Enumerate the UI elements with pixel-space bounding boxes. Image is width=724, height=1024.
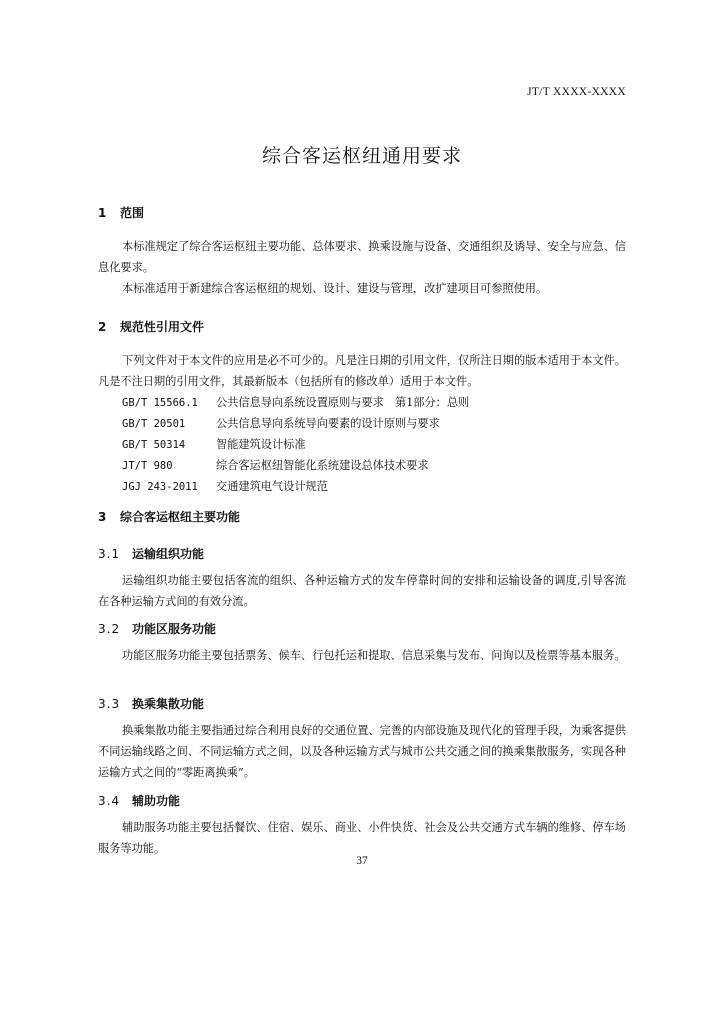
reference-item — [122, 476, 469, 497]
section-2-heading — [98, 318, 204, 335]
section-2-intro: 下列文件对于本文件的应用是必不可少的。凡是注日期的引用文件，仅所注日期的版本适用于本文件。凡是不注日期的引用文件，其最新版本（包括所有的修改单）适用于本文件。 — [98, 354, 626, 388]
subsection-title: 辅助功能 — [132, 794, 181, 808]
reference-title: 综合客运枢纽智能化系统建设总体技术要求 — [216, 459, 429, 472]
reference-item — [122, 455, 469, 476]
reference-code: GB/T 20501 — [122, 418, 186, 430]
reference-item — [122, 434, 469, 455]
subsection-title: 功能区服务功能 — [132, 622, 217, 636]
reference-title: 公共信息导向系统导向要素的设计原则与要求 — [216, 417, 440, 430]
section-1-heading — [98, 204, 144, 221]
reference-code: GB/T 50314 — [122, 439, 186, 451]
subsection-number: 3.4 — [98, 794, 121, 808]
section-1-paragraph-1: 本标准规定了综合客运枢纽主要功能、总体要求、换乘设施与设备、交通组织及诱导、安全与应急、信息化要求。 — [98, 240, 626, 274]
section-title: 范围 — [120, 206, 145, 220]
subsection-number: 3.1 — [98, 547, 121, 561]
subsection-3-3-heading — [98, 695, 204, 712]
normative-references-list — [122, 392, 469, 497]
section-number: 2 — [98, 320, 107, 334]
reference-title: 交通建筑电气设计规范 — [216, 480, 328, 493]
reference-item — [122, 413, 469, 434]
subsection-title: 换乘集散功能 — [132, 697, 205, 711]
section-number: 1 — [98, 206, 107, 220]
reference-code: GB/T 15566.1 — [122, 397, 198, 409]
subsection-number: 3.3 — [98, 697, 121, 711]
section-3-heading — [98, 508, 240, 525]
section-1-paragraph-2: 本标准适用于新建综合客运枢纽的规划、设计、建设与管理，改扩建项目可参照使用。 — [122, 282, 548, 295]
document-title: 综合客运枢纽通用要求 — [261, 145, 462, 167]
section-title: 综合客运枢纽主要功能 — [120, 510, 241, 524]
subsection-3-4-heading — [98, 792, 180, 809]
reference-item — [122, 392, 469, 413]
subsection-3-2-text: 功能区服务功能主要包括票务、候车、行包托运和提取、信息采集与发布、问询以及检票等基本服务。 — [122, 649, 626, 662]
standard-code: JT/T XXXX-XXXX — [527, 86, 626, 98]
reference-code: JGJ 243-2011 — [122, 481, 198, 493]
section-title: 规范性引用文件 — [120, 320, 205, 334]
subsection-3-3-text: 换乘集散功能主要指通过综合利用良好的交通位置、完善的内部设施及现代化的管理手段，为乘客提供不同运输线路之间、不同运输方式之间，以及各种运输方式与城市公共交通之间的换乘集散服务，实现各种运输方式之间的“零距离换乘”。 — [98, 724, 626, 779]
subsection-3-1-text: 运输组织功能主要包括客流的组织、各种运输方式的发车停靠时间的安排和运输设备的调度,引导客流在各种运输方式间的有效分流。 — [98, 574, 626, 608]
page-number: 37 — [356, 855, 368, 867]
reference-title: 智能建筑设计标准 — [216, 438, 306, 451]
subsection-3-4-text: 辅助服务功能主要包括餐饮、住宿、娱乐、商业、小件快货、社会及公共交通方式车辆的维修、停车场服务等功能。 — [98, 821, 626, 855]
subsection-title: 运输组织功能 — [132, 547, 205, 561]
section-number: 3 — [98, 510, 107, 524]
subsection-3-2-heading — [98, 620, 216, 637]
subsection-3-1-heading — [98, 545, 204, 562]
subsection-number: 3.2 — [98, 622, 121, 636]
reference-title: 公共信息导向系统设置原则与要求 第1部分：总则 — [216, 396, 470, 409]
reference-code: JT/T 980 — [122, 460, 173, 472]
